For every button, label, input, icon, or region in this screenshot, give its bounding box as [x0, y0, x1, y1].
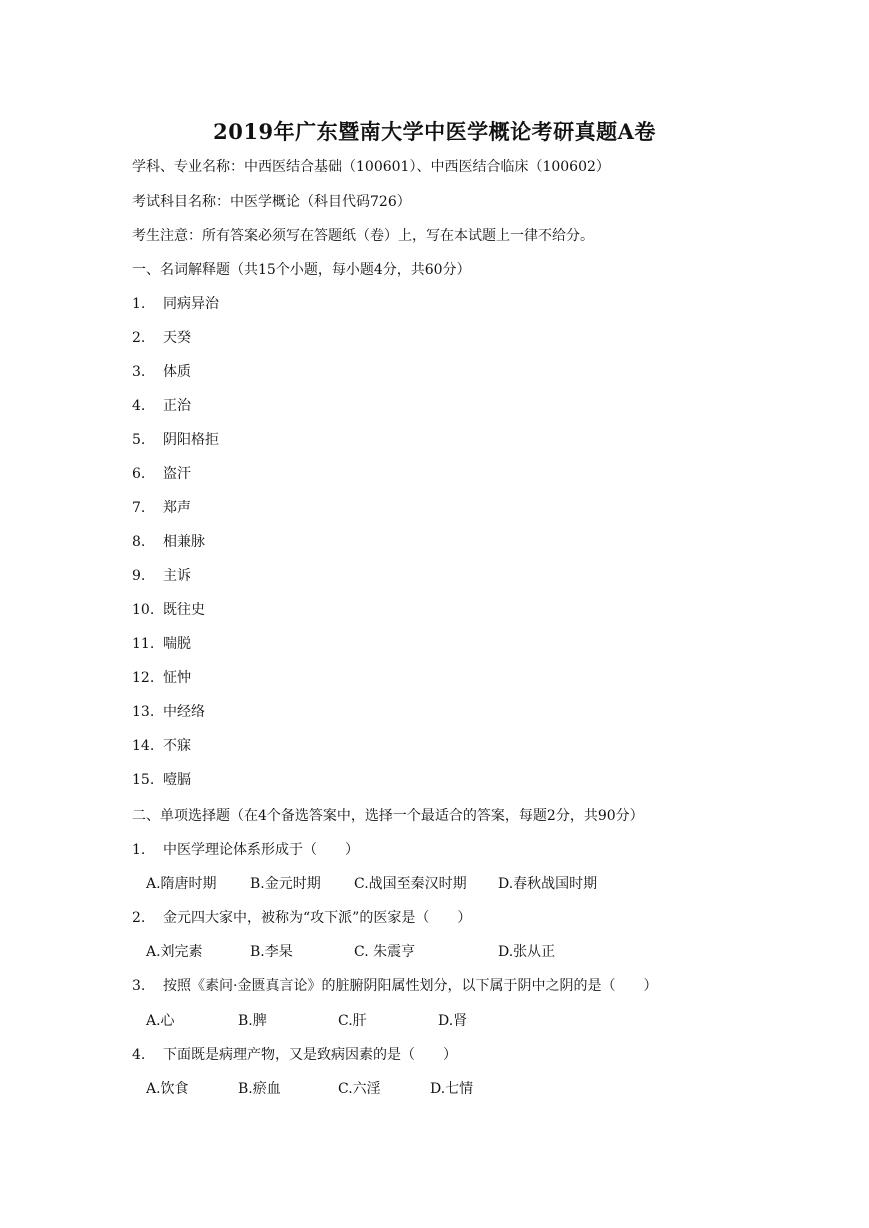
notice-line: 考生注意：所有答案必须写在答题纸（卷）上，写在本试题上一律不给分。: [132, 228, 594, 244]
list-item: [132, 430, 219, 450]
exam-line: 考试科目名称：中医学概论（科目代码726）: [132, 194, 411, 210]
list-item: [132, 736, 191, 756]
option-b: B.李杲: [250, 944, 293, 960]
option-b: B.瘀血: [238, 1081, 281, 1097]
item-text: 主诉: [163, 568, 191, 584]
item-number: 4.: [132, 398, 146, 414]
list-item: [132, 566, 191, 586]
item-text: 相兼脉: [163, 534, 205, 550]
option-d: D.肾: [438, 1013, 468, 1029]
list-item: [132, 532, 205, 552]
list-item: [132, 498, 191, 518]
item-text: 噎膈: [163, 772, 191, 788]
question: [132, 1045, 457, 1065]
item-number: 2.: [132, 330, 146, 346]
option-a: A.刘完素: [146, 944, 203, 960]
question-number: 4.: [132, 1047, 146, 1063]
item-number: 7.: [132, 500, 146, 516]
question: [132, 840, 359, 860]
item-text: 同病异治: [163, 296, 219, 312]
list-item: [132, 464, 191, 484]
item-number: 11.: [132, 636, 155, 652]
list-item: [132, 634, 191, 654]
option-b: B.脾: [238, 1013, 267, 1029]
item-text: 天癸: [163, 330, 191, 346]
item-text: 不寐: [163, 738, 191, 754]
list-item: [132, 770, 191, 790]
option-a: A.隋唐时期: [146, 876, 217, 892]
option-d: D.春秋战国时期: [498, 876, 598, 892]
option-a: A.饮食: [146, 1081, 189, 1097]
item-text: 阴阳格拒: [163, 432, 219, 448]
section1-heading: 一、名词解释题（共15个小题，每小题4分，共60分）: [132, 262, 471, 278]
item-number: 13.: [132, 704, 155, 720]
question: [132, 976, 657, 996]
list-item: [132, 328, 191, 348]
item-number: 10.: [132, 602, 155, 618]
list-item: [132, 600, 205, 620]
question-text: 中医学理论体系形成于（ ）: [163, 842, 359, 858]
option-a: A.心: [146, 1013, 175, 1029]
question-number: 1.: [132, 842, 146, 858]
item-number: 3.: [132, 364, 146, 380]
section2-heading: 二、单项选择题（在4个备选答案中，选择一个最适合的答案，每题2分，共90分）: [132, 808, 644, 824]
list-item: [132, 668, 191, 688]
item-text: 喘脱: [163, 636, 191, 652]
item-number: 9.: [132, 568, 146, 584]
item-number: 8.: [132, 534, 146, 550]
option-d: D.张从正: [498, 944, 556, 960]
item-text: 既往史: [163, 602, 205, 618]
option-c: C. 朱震亨: [354, 944, 416, 960]
item-text: 中经络: [163, 704, 205, 720]
question: [132, 908, 471, 928]
list-item: [132, 702, 205, 722]
item-number: 5.: [132, 432, 146, 448]
question-text: 按照《素问·金匮真言论》的脏腑阴阳属性划分，以下属于阴中之阴的是（ ）: [163, 978, 658, 994]
item-number: 1.: [132, 296, 146, 312]
list-item: [132, 294, 219, 314]
item-number: 14.: [132, 738, 155, 754]
item-text: 怔忡: [163, 670, 191, 686]
option-b: B.金元时期: [250, 876, 321, 892]
option-c: C.肝: [338, 1013, 367, 1029]
question-text: 下面既是病理产物，又是致病因素的是（ ）: [163, 1047, 457, 1063]
subject-line: 学科、专业名称：中西医结合基础（100601）、中西医结合临床（100602）: [132, 159, 610, 175]
item-number: 15.: [132, 772, 155, 788]
question-number: 3.: [132, 978, 146, 994]
item-text: 郑声: [163, 500, 191, 516]
page-title: 2019年广东暨南大学中医学概论考研真题A卷: [213, 119, 656, 144]
item-text: 体质: [163, 364, 191, 380]
question-text: 金元四大家中，被称为“攻下派”的医家是（ ）: [163, 910, 472, 926]
option-c: C.战国至秦汉时期: [354, 876, 467, 892]
item-number: 12.: [132, 670, 155, 686]
item-text: 盗汗: [163, 466, 191, 482]
list-item: [132, 396, 191, 416]
question-number: 2.: [132, 910, 146, 926]
option-d: D.七情: [430, 1081, 474, 1097]
list-item: [132, 362, 191, 382]
item-text: 正治: [163, 398, 191, 414]
item-number: 6.: [132, 466, 146, 482]
option-c: C.六淫: [338, 1081, 381, 1097]
